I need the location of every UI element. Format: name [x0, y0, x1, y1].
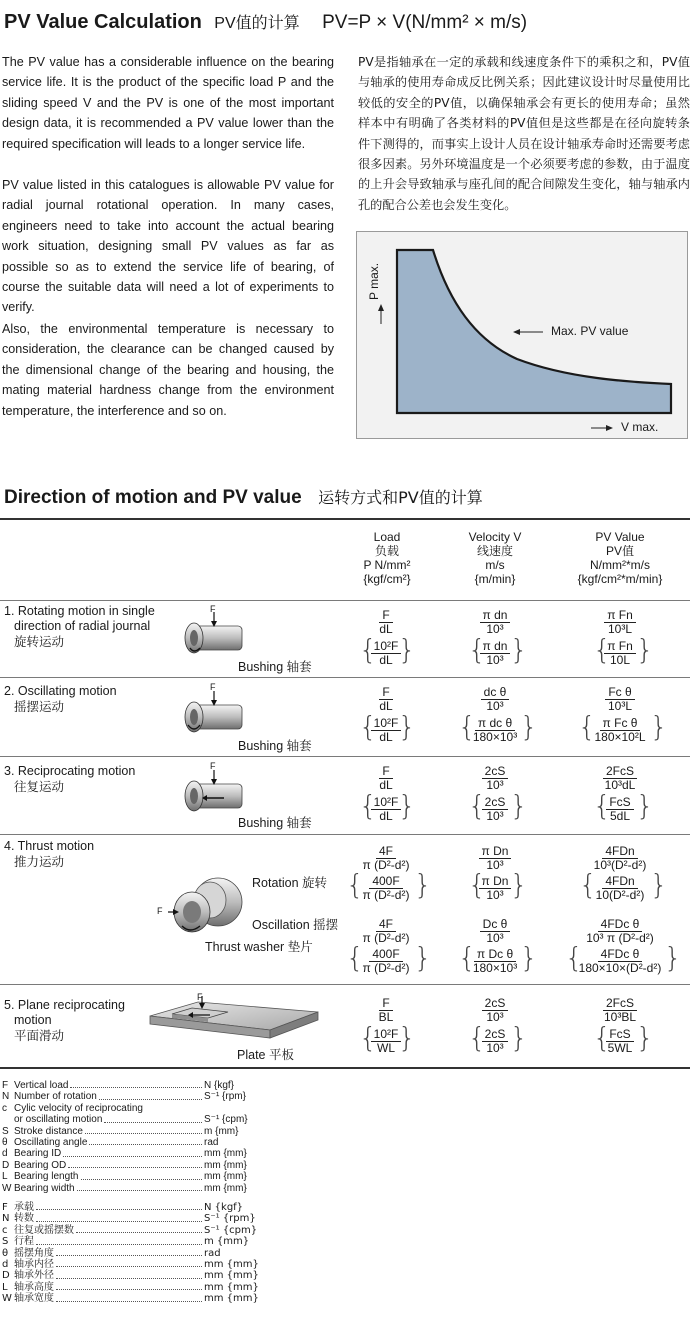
- legend-unit: mm {mm}: [204, 1159, 247, 1171]
- intro-paragraph-cn: PV是指轴承在一定的承载和线速度条件下的乘积之和，PV值与轴承的使用寿命成反比例关系；因此建议设计时尽量使用比较低的安全的PV值，以确保轴承会有更长的使用寿命；虽然样本中有明确了各类材料的PV值但是这些都是在径向旋转条件下测得的，而事实上设计人员在设计轴承寿命时还需要考虑很多因素。另外环境温度是一个必须要考虑的参数，由于温度的上升会导致轴承与座孔间的配合间隙发生变化，轴与轴承内孔的配合公差也会发生变化。: [358, 55, 690, 212]
- legend-unit: rad: [204, 1247, 221, 1259]
- legend-unit: mm {mm}: [204, 1270, 259, 1282]
- r4-rot-vel-alt: $\frac{\text{π Dn}}{\text{10³}}$: [435, 875, 555, 902]
- brace-right: }: [510, 633, 528, 666]
- brace-left: {: [359, 633, 377, 666]
- legend-item: [2, 1091, 248, 1102]
- legend-label: Oscillating angle: [14, 1137, 88, 1149]
- column-header-load: Load 负载 P N/mm² {kgf/cm²}: [363, 530, 411, 586]
- legend-unit: S⁻¹ {cpm}: [204, 1114, 248, 1126]
- legend-symbol: d: [2, 1148, 8, 1160]
- legend-label: or oscillating motion: [14, 1114, 103, 1126]
- column-header-pv: PV Value PV值 N/mm²*m/s {kgf/cm²*m/min}: [577, 530, 663, 586]
- legend-symbol: W: [2, 1182, 12, 1194]
- brace-left: {: [579, 868, 597, 901]
- legend-symbol: F: [2, 1202, 8, 1213]
- brace-right: }: [398, 1021, 416, 1054]
- legend-label: 轴承高度: [14, 1281, 54, 1293]
- r4-rot-pv-alt: 4FDn 10(D²-d²): [595, 874, 645, 902]
- r1-vel-main: $\frac{\text{π dn}}{\text{10³}}$: [435, 609, 555, 636]
- legend-symbol: c: [2, 1102, 7, 1114]
- r4-rot-vel-main: $\frac{\text{π Dn}}{\text{10³}}$: [435, 845, 555, 872]
- brace-right: }: [650, 868, 668, 901]
- r2-vel-main: $\frac{\text{dc θ}}{\text{10³}}$: [435, 686, 555, 713]
- brace-right: }: [398, 789, 416, 822]
- row-divider-2: [0, 756, 690, 757]
- graph-x-label: V max.: [621, 420, 659, 434]
- legend-item: [2, 1282, 259, 1293]
- r3-vel-alt: $\frac{2cS}{\text{10³}}$: [435, 796, 555, 823]
- thrust-washer-icon: [166, 870, 250, 938]
- intro-paragraph-3: Also, the environmental temperature is necessary to consideration, the clearance can be changed caused by the dimensional change of the bearing and housing, the mating material hardness change from the environment temperature, the interference and so on.: [2, 322, 334, 418]
- r5-vel-main: $\frac{2cS}{\text{10³}}$: [435, 997, 555, 1024]
- legend-item: [2, 1114, 248, 1125]
- symbol-legend-cn: [2, 1202, 259, 1305]
- r4-rot-load-alt: $\frac{400F}{\text{π (D²-d²)}}$: [362, 874, 410, 902]
- r3-load-main: $\frac{F}{dL}$: [379, 764, 393, 792]
- legend-unit: m {mm}: [204, 1125, 239, 1137]
- legend-unit: S⁻¹ {rpm}: [204, 1213, 256, 1225]
- brace-left: {: [359, 789, 377, 822]
- force-label: F: [197, 992, 203, 1002]
- legend-item: [2, 1213, 259, 1224]
- r1-pv-alt: $\frac{\text{π Fn}}{10L}$: [560, 640, 680, 667]
- legend-item: [2, 1202, 259, 1213]
- legend-label: Number of rotation: [14, 1091, 97, 1103]
- column-header-velocity: Velocity V 线速度 m/s {m/min}: [468, 530, 522, 586]
- row-divider-4: [0, 984, 690, 985]
- r4-osc-vel-main: $\frac{\text{Dc θ}}{\text{10³}}$: [435, 918, 555, 945]
- r3-vel-main: $\frac{2cS}{\text{10³}}$: [435, 765, 555, 792]
- legend-label: Stroke distance: [14, 1125, 83, 1137]
- legend-symbol: W: [2, 1293, 12, 1305]
- brace-right: }: [636, 633, 654, 666]
- brace-left: {: [468, 633, 486, 666]
- r1-vel-alt: $\frac{\text{π dn}}{\text{10³}}$: [435, 640, 555, 667]
- row-1-title: 1. Rotating motion in single direction of radial journal 旋转运动: [4, 604, 155, 649]
- title-cn: PV值的计算: [214, 15, 300, 32]
- force-label: F: [210, 682, 216, 692]
- legend-item: [2, 1080, 248, 1091]
- legend-label: 承载: [14, 1202, 34, 1213]
- legend-item: [2, 1103, 248, 1114]
- legend-unit: S⁻¹ {rpm}: [204, 1091, 246, 1103]
- r4-osc-pv-alt: 4FDc θ 180×10×(D²-d²): [578, 947, 662, 975]
- legend-item: [2, 1183, 248, 1194]
- oscillation-label: Oscillation 摇摆: [252, 917, 339, 932]
- brace-left: {: [468, 789, 486, 822]
- brace-left: {: [565, 941, 583, 974]
- title-en: PV Value Calculation: [4, 11, 202, 33]
- pv-graph-svg: [357, 232, 689, 440]
- brace-left: {: [593, 1021, 611, 1054]
- legend-label: Cylic velocity of reciprocating: [14, 1102, 143, 1114]
- legend-unit: mm {mm}: [204, 1182, 247, 1194]
- legend-unit: mm {mm}: [204, 1148, 247, 1160]
- table-bottom-rule: [0, 1067, 690, 1069]
- legend-symbol: S: [2, 1125, 9, 1137]
- legend-symbol: D: [2, 1159, 10, 1171]
- brace-left: {: [468, 868, 486, 901]
- legend-unit: mm {mm}: [204, 1171, 247, 1183]
- r4-osc-vel-alt: $\frac{\text{π Dc θ}}{\text{180×10³}}$: [472, 947, 518, 975]
- brace-right: }: [398, 710, 416, 743]
- legend-item: [2, 1225, 259, 1236]
- legend-label: 轴承内径: [14, 1259, 54, 1271]
- row-1-caption: Bushing 轴套: [238, 659, 312, 674]
- brace-right: }: [664, 941, 682, 974]
- legend-label: Bearing length: [14, 1171, 79, 1183]
- r4-rot-load-main: $\frac{4F}{\text{π (D²-d²)}}$: [362, 844, 410, 872]
- brace-left: {: [346, 868, 364, 901]
- r5-load-alt: $\frac{\text{10²F}}{WL}$: [326, 1028, 446, 1055]
- legend-symbol: S: [2, 1236, 9, 1248]
- force-label: F: [157, 906, 163, 916]
- thrust-washer-caption: Thrust washer 垫片: [205, 939, 313, 954]
- plate-icon: [146, 994, 322, 1046]
- pv-limit-graph: [356, 231, 688, 439]
- r2-pv-main: $\frac{\text{Fc θ}}{\text{10³L}}$: [560, 686, 680, 713]
- symbol-legend-en: [2, 1080, 248, 1194]
- r5-load-main: $\frac{F}{BL}$: [378, 996, 394, 1024]
- row-2-caption: Bushing 轴套: [238, 738, 312, 753]
- brace-right: }: [650, 710, 668, 743]
- row-divider-3: [0, 834, 690, 835]
- row-3-caption: Bushing 轴套: [238, 815, 312, 830]
- r1-load-alt: $\frac{\text{10²F}}{dL}$: [326, 640, 446, 667]
- brace-left: {: [593, 633, 611, 666]
- legend-symbol: D: [2, 1270, 10, 1282]
- r3-load-alt: $\frac{\text{10²F}}{dL}$: [326, 796, 446, 823]
- r3-pv-main: 2FcS 10³dL: [604, 764, 636, 792]
- brace-right: }: [636, 1021, 654, 1054]
- legend-item: [2, 1171, 248, 1182]
- section-title-en: Direction of motion and PV value: [4, 487, 302, 508]
- r2-load-alt: $\frac{\text{10²F}}{dL}$: [326, 717, 446, 744]
- brace-right: }: [414, 868, 432, 901]
- r5-pv-main: 2FcS 10³BL: [603, 996, 637, 1024]
- legend-symbol: [2, 1114, 14, 1125]
- brace-left: {: [458, 941, 476, 974]
- force-label: F: [210, 604, 216, 614]
- graph-curve-label: Max. PV value: [551, 324, 629, 338]
- force-label: F: [210, 761, 216, 771]
- legend-symbol: d: [2, 1259, 9, 1271]
- brace-right: }: [398, 633, 416, 666]
- legend-label: Vertical load: [14, 1080, 69, 1091]
- section-title-cn: 运转方式和PV值的计算: [318, 488, 483, 507]
- legend-label: Bearing width: [14, 1182, 75, 1194]
- intro-paragraph-2: PV value listed in this catalogues is allowable PV value for radial journal rotational operation. In many cases, engineers need to take into account the actual bearing work situation, designing small PV values as far as possible so as to extend the service life of bearing, of course the suitable data will need a lot of experiments to verify.: [2, 178, 334, 315]
- table-top-rule: [0, 518, 690, 520]
- legend-label: 轴承外径: [14, 1270, 54, 1282]
- legend-item: [2, 1270, 259, 1281]
- graph-y-label: P max.: [367, 262, 381, 300]
- r4-osc-load-alt: $\frac{400F}{\text{π (D²-d²)}}$: [362, 947, 410, 975]
- r2-load-main: $\frac{F}{dL}$: [379, 685, 393, 713]
- brace-right: }: [520, 941, 538, 974]
- legend-symbol: θ: [2, 1247, 9, 1259]
- brace-right: }: [520, 710, 538, 743]
- legend-item: [2, 1248, 259, 1259]
- row-3-title: 3. Reciprocating motion 往复运动: [4, 764, 136, 794]
- legend-label: 转数: [14, 1213, 34, 1225]
- brace-left: {: [468, 1021, 486, 1054]
- legend-item: [2, 1148, 248, 1159]
- legend-label: Bearing OD: [14, 1159, 67, 1171]
- legend-item: [2, 1236, 259, 1247]
- legend-symbol: F: [2, 1080, 9, 1091]
- row-5-title: 5. Plane reciprocating motion 平面滑动: [4, 998, 125, 1043]
- legend-item: [2, 1259, 259, 1270]
- r3-pv-alt: FcS 5dL: [560, 796, 680, 823]
- legend-item: [2, 1137, 248, 1148]
- r5-vel-alt: $\frac{2cS}{\text{10³}}$: [435, 1028, 555, 1055]
- r4-osc-pv-main: 4FDc θ 10³ π (D²-d²): [586, 917, 654, 945]
- row-2-title: 2. Oscillating motion 摇摆运动: [4, 684, 117, 714]
- rotation-label: Rotation 旋转: [252, 875, 328, 890]
- legend-symbol: L: [2, 1171, 8, 1183]
- legend-symbol: L: [2, 1281, 8, 1293]
- legend-label: 轴承宽度: [14, 1293, 54, 1305]
- row-4-title: 4. Thrust motion 推力运动: [4, 839, 95, 869]
- intro-paragraph-1: The PV value has a considerable influence on the bearing service life. It is the product of the specific load P and the sliding speed V and the PV is one of the most important design data, it is recommended a PV value lower than the required specification will leads to a longer service life.: [2, 55, 334, 151]
- brace-left: {: [593, 789, 611, 822]
- legend-unit: mm {mm}: [204, 1281, 259, 1293]
- legend-unit: mm {mm}: [204, 1259, 259, 1271]
- r2-vel-alt: $\frac{\text{π dc θ}}{\text{180×10³}}$: [472, 716, 518, 744]
- legend-symbol: N: [2, 1091, 10, 1103]
- r4-osc-load-main: $\frac{4F}{\text{π (D²-d²)}}$: [362, 917, 410, 945]
- legend-label: Bearing ID: [14, 1148, 62, 1160]
- legend-label: 往复或摇摆数: [14, 1224, 74, 1236]
- brace-left: {: [359, 1021, 377, 1054]
- legend-item: [2, 1160, 248, 1171]
- pv-formula: PV=P × V(N/mm² × m/s): [322, 12, 528, 33]
- legend-item: [2, 1126, 248, 1137]
- legend-unit: N {kgf}: [204, 1202, 244, 1213]
- page-title: [4, 10, 527, 34]
- row-divider-1: [0, 677, 690, 678]
- r1-load-main: $\frac{F}{dL}$: [379, 608, 393, 636]
- legend-label: 行程: [14, 1236, 34, 1248]
- legend-unit: rad: [204, 1137, 219, 1149]
- r1-pv-main: $\frac{\text{π Fn}}{\text{10³L}}$: [560, 609, 680, 636]
- r2-pv-alt: $\frac{\text{π Fc θ}}{\text{180×10²L}}$: [594, 716, 646, 744]
- brace-right: }: [510, 1021, 528, 1054]
- legend-unit: m {mm}: [204, 1236, 250, 1248]
- legend-symbol: θ: [2, 1137, 8, 1149]
- legend-symbol: N: [2, 1213, 10, 1225]
- brace-right: }: [510, 789, 528, 822]
- legend-unit: mm {mm}: [204, 1293, 259, 1305]
- brace-left: {: [346, 941, 364, 974]
- legend-unit: S⁻¹ {cpm}: [204, 1224, 258, 1236]
- brace-right: }: [510, 868, 528, 901]
- brace-right: }: [414, 941, 432, 974]
- section-title: [4, 485, 483, 509]
- r5-pv-alt: FcS 5WL: [607, 1027, 633, 1055]
- legend-symbol: c: [2, 1224, 8, 1236]
- row-5-caption: Plate 平板: [237, 1047, 294, 1062]
- legend-unit: N {kgf}: [204, 1080, 235, 1091]
- legend-item: [2, 1293, 259, 1304]
- r4-rot-pv-main: 4FDn 10³(D²-d²): [593, 844, 647, 872]
- table-header-rule: [0, 600, 690, 601]
- brace-right: }: [636, 789, 654, 822]
- brace-left: {: [359, 710, 377, 743]
- brace-left: {: [578, 710, 596, 743]
- brace-left: {: [458, 710, 476, 743]
- legend-label: 摇摆角度: [14, 1247, 54, 1259]
